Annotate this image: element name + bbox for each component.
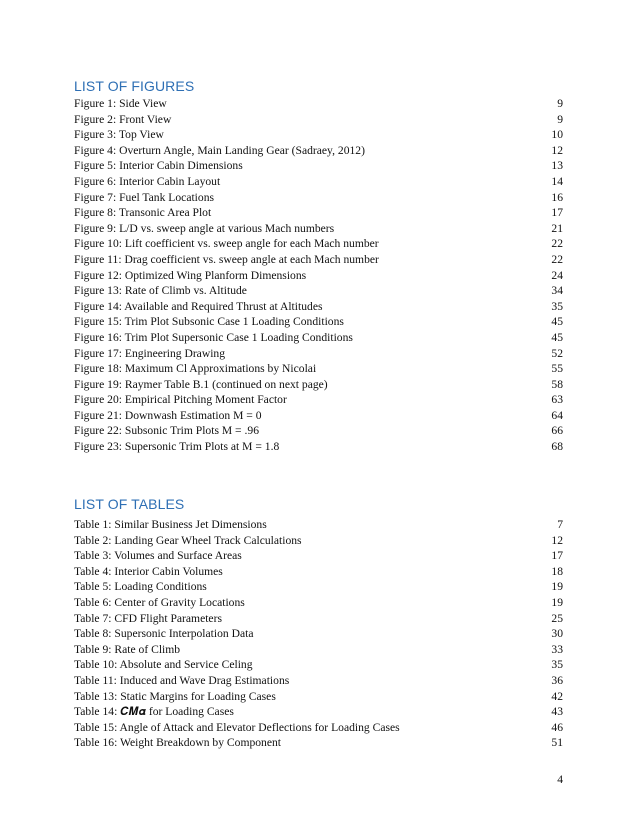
- toc-entry-page: 64: [551, 408, 563, 422]
- page-number: 4: [557, 773, 563, 786]
- toc-entry-page: 68: [551, 440, 563, 454]
- toc-entry-page: 16: [551, 190, 563, 204]
- figure-entry[interactable]: [74, 408, 563, 424]
- toc-entry-page: 9: [557, 97, 563, 110]
- toc-entry-title: Figure 9: L/D vs. sweep angle at various Mach numbers: [74, 221, 335, 235]
- toc-entry-title: Figure 13: Rate of Climb vs. Altitude: [74, 284, 247, 298]
- figure-entry[interactable]: [74, 299, 563, 315]
- toc-entry-title: Figure 3: Top View: [74, 128, 164, 142]
- toc-entry-page: 51: [551, 736, 563, 750]
- table-entry[interactable]: [74, 548, 563, 564]
- toc-entry-page: 52: [551, 346, 563, 360]
- toc-entry-title: Figure 1: Side View: [74, 97, 167, 110]
- figure-entry[interactable]: [74, 361, 563, 377]
- toc-entry-title: Figure 15: Trim Plot Subsonic Case 1 Loading Conditions: [74, 315, 344, 329]
- toc-entry-title: Table 1: Similar Business Jet Dimensions: [74, 518, 267, 531]
- toc-entry-page: 42: [551, 689, 563, 703]
- toc-entry-title: Figure 2: Front View: [74, 112, 172, 126]
- toc-entry-page: 30: [551, 627, 563, 641]
- table-entry[interactable]: [74, 642, 563, 658]
- toc-entry-title: Table 6: Center of Gravity Locations: [74, 595, 245, 609]
- toc-entry-title: Table 11: Induced and Wave Drag Estimations: [74, 673, 290, 687]
- toc-entry-page: 22: [551, 237, 563, 251]
- toc-entry-page: 63: [551, 393, 563, 407]
- toc-entry-page: 12: [551, 533, 563, 547]
- toc-entry-page: 34: [551, 284, 563, 298]
- list-of-tables: [74, 517, 563, 751]
- toc-entry-title: Figure 8: Transonic Area Plot: [74, 206, 212, 220]
- table-entry[interactable]: [74, 564, 563, 580]
- toc-entry-title: Table 3: Volumes and Surface Areas: [74, 549, 242, 563]
- figure-entry[interactable]: [74, 392, 563, 408]
- table-entry[interactable]: [74, 517, 563, 533]
- toc-entry-title: Figure 22: Subsonic Trim Plots M = .96: [74, 424, 259, 438]
- toc-entry-page: 33: [551, 642, 563, 656]
- toc-entry-title: Figure 5: Interior Cabin Dimensions: [74, 159, 243, 173]
- table-entry[interactable]: [74, 595, 563, 611]
- figure-entry[interactable]: [74, 143, 563, 159]
- toc-entry-title: Figure 6: Interior Cabin Layout: [74, 174, 221, 188]
- table-entry[interactable]: [74, 611, 563, 627]
- toc-entry-title: Table 4: Interior Cabin Volumes: [74, 564, 223, 578]
- toc-entry-page: 46: [551, 720, 563, 734]
- toc-entry-page: 18: [551, 564, 563, 578]
- table-entry[interactable]: [74, 673, 563, 689]
- figure-entry[interactable]: [74, 314, 563, 330]
- toc-entry-page: 24: [551, 268, 563, 282]
- figure-entry[interactable]: [74, 190, 563, 206]
- toc-entry-title: Table 16: Weight Breakdown by Component: [74, 736, 282, 750]
- toc-entry-page: 19: [551, 580, 563, 594]
- toc-entry-title: Figure 17: Engineering Drawing: [74, 346, 226, 360]
- toc-entry-page: 9: [557, 112, 563, 126]
- figure-entry[interactable]: [74, 283, 563, 299]
- list-of-figures-heading: LIST OF FIGURES: [74, 78, 195, 94]
- figure-entry[interactable]: [74, 377, 563, 393]
- figure-entry[interactable]: [74, 268, 563, 284]
- figure-entry[interactable]: [74, 221, 563, 237]
- toc-entry-page: 17: [551, 206, 563, 220]
- table-entry[interactable]: [74, 720, 563, 736]
- toc-entry-page: 35: [551, 299, 563, 313]
- toc-entry-page: 45: [551, 330, 563, 344]
- figure-entry[interactable]: [74, 439, 563, 455]
- toc-entry-title: Figure 10: Lift coefficient vs. sweep angle for each Mach number: [74, 237, 379, 251]
- toc-entry-title: Table 13: Static Margins for Loading Cases: [74, 689, 276, 703]
- toc-entry-page: 36: [551, 673, 563, 687]
- toc-entry-page: 7: [557, 518, 563, 531]
- list-of-figures: [74, 96, 563, 455]
- toc-entry-title: Figure 12: Optimized Wing Planform Dimensions: [74, 268, 307, 282]
- table-entry[interactable]: [74, 579, 563, 595]
- toc-entry-title: Figure 16: Trim Plot Supersonic Case 1 Loading Conditions: [74, 330, 353, 344]
- toc-entry-title: Figure 20: Empirical Pitching Moment Factor: [74, 393, 287, 407]
- figure-entry[interactable]: [74, 96, 563, 112]
- toc-entry-page: 10: [551, 128, 563, 142]
- toc-entry-title: Figure 14: Available and Required Thrust at Altitudes: [74, 299, 323, 313]
- toc-entry-title: Figure 19: Raymer Table B.1 (continued on next page): [74, 377, 328, 391]
- toc-entry-page: 66: [551, 424, 563, 438]
- toc-entry-page: 12: [551, 143, 563, 157]
- toc-entry-page: 13: [551, 159, 563, 173]
- table-entry[interactable]: [74, 689, 563, 705]
- toc-entry-page: 19: [551, 595, 563, 609]
- toc-entry-page: 14: [551, 174, 563, 188]
- figure-entry[interactable]: [74, 252, 563, 268]
- toc-entry-title: Table 8: Supersonic Interpolation Data: [74, 627, 254, 641]
- figure-entry[interactable]: [74, 174, 563, 190]
- figure-entry[interactable]: [74, 158, 563, 174]
- toc-entry-page: 58: [551, 377, 563, 391]
- table-entry[interactable]: [74, 735, 563, 751]
- toc-entry-page: 43: [551, 705, 563, 719]
- table-entry[interactable]: [74, 533, 563, 549]
- toc-entry-title: Figure 11: Drag coefficient vs. sweep angle at each Mach number: [74, 252, 379, 266]
- toc-entry-title: Figure 7: Fuel Tank Locations: [74, 190, 215, 204]
- toc-entry-page: 55: [551, 362, 563, 376]
- toc-entry-title: Table 7: CFD Flight Parameters: [74, 611, 222, 625]
- table-entry[interactable]: [74, 704, 563, 720]
- figure-entry[interactable]: [74, 112, 563, 128]
- toc-entry-page: 17: [551, 549, 563, 563]
- figure-entry[interactable]: [74, 127, 563, 143]
- toc-entry-title: Figure 21: Downwash Estimation M = 0: [74, 408, 262, 422]
- toc-entry-page: 35: [551, 658, 563, 672]
- table-entry[interactable]: [74, 626, 563, 642]
- toc-entry-title: Figure 4: Overturn Angle, Main Landing Gear (Sadraey, 2012): [74, 143, 365, 157]
- toc-entry-title: Figure 23: Supersonic Trim Plots at M = 1.8: [74, 440, 280, 454]
- toc-entry-title: Table 9: Rate of Climb: [74, 642, 181, 656]
- toc-entry-page: 45: [551, 315, 563, 329]
- toc-entry-page: 22: [551, 252, 563, 266]
- figure-entry[interactable]: [74, 205, 563, 221]
- list-of-tables-heading: LIST OF TABLES: [74, 496, 185, 512]
- figure-entry[interactable]: [74, 330, 563, 346]
- toc-entry-page: 21: [551, 221, 563, 235]
- toc-entry-page: 25: [551, 611, 563, 625]
- toc-entry-title: Figure 18: Maximum Cl Approximations by Nicolai: [74, 362, 317, 376]
- toc-entry-title: Table 10: Absolute and Service Celing: [74, 658, 253, 672]
- table-entry[interactable]: [74, 657, 563, 673]
- figure-entry[interactable]: [74, 346, 563, 362]
- figure-entry[interactable]: [74, 423, 563, 439]
- toc-entry-title: Table 14: 𝑪𝑴𝜶 for Loading Cases: [74, 705, 234, 719]
- toc-entry-title: Table 15: Angle of Attack and Elevator Deflections for Loading Cases: [74, 720, 400, 734]
- figure-entry[interactable]: [74, 236, 563, 252]
- toc-entry-title: Table 5: Loading Conditions: [74, 580, 207, 594]
- toc-entry-title: Table 2: Landing Gear Wheel Track Calculations: [74, 533, 302, 547]
